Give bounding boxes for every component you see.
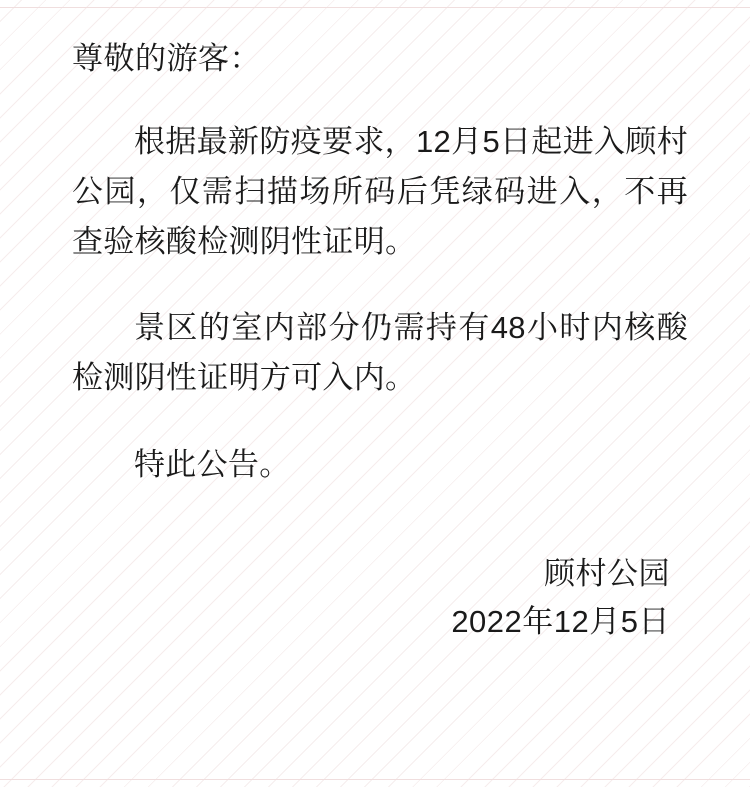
salutation: 尊敬的游客： [72, 41, 261, 76]
notice-paragraph-3: 特此公告。 [134, 446, 291, 482]
bottom-divider [0, 779, 750, 780]
notice-paragraph-2: 景区的室内部分仍需持有48小时内核酸检测阴性证明方可入内。 [72, 310, 688, 396]
signature-date: 2022年12月5日 [451, 603, 670, 639]
signature-block [72, 550, 688, 646]
notice-paragraph-1: 根据最新防疫要求，12月5日起进入顾村公园，仅需扫描场所码后凭绿码进入，不再查验核酸检测阴性证明。 [72, 123, 688, 259]
signature-organization: 顾村公园 [544, 555, 670, 591]
